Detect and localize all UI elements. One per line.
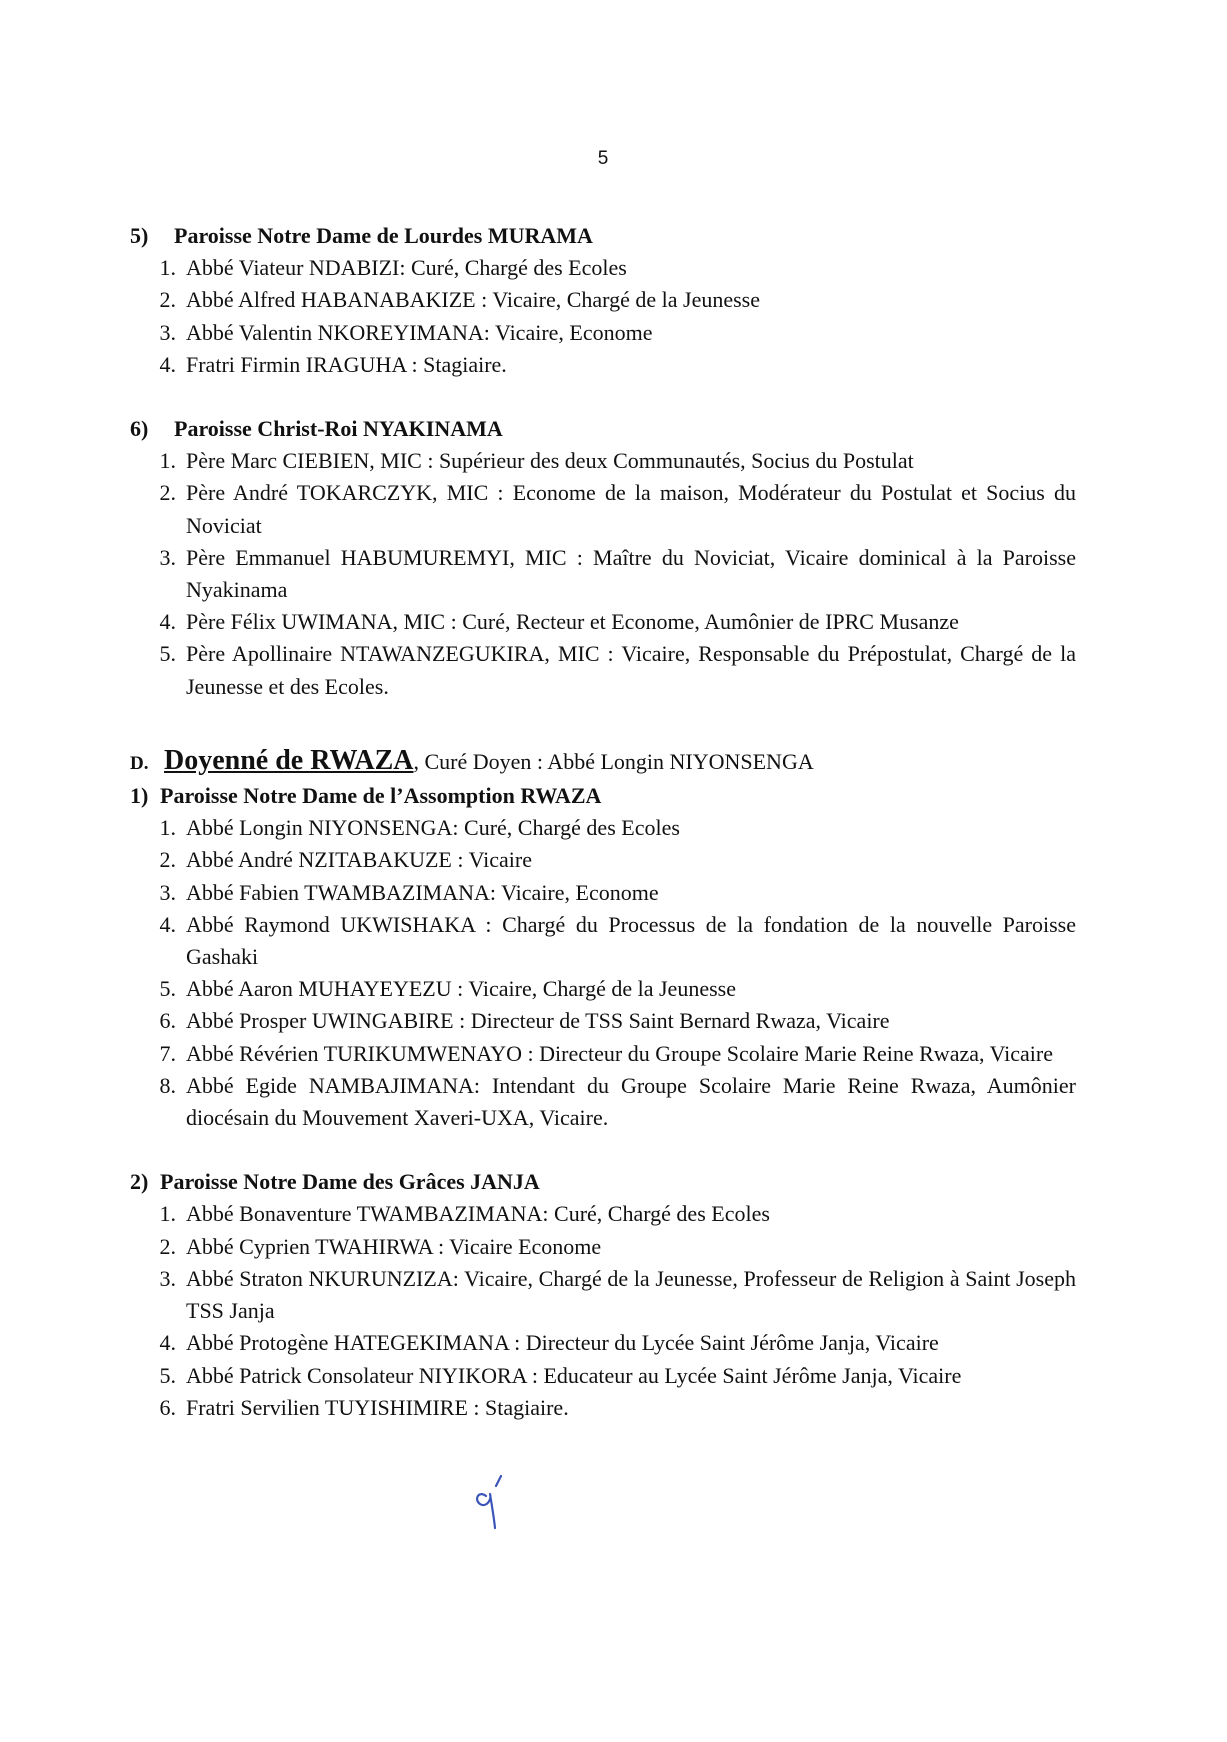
item-text: Abbé Viateur NDABIZI: Curé, Chargé des Ecoles [186, 255, 627, 281]
item-number: 3. [159, 319, 176, 345]
list-item [130, 844, 1076, 876]
item-number: 1. [159, 448, 176, 474]
section-janja [130, 1166, 1076, 1424]
item-number: 5. [159, 641, 176, 667]
item-text: Abbé Raymond UKWISHAKA : Chargé du Processus de la fondation de la nouvelle Paroisse Gashaki [186, 911, 1076, 970]
item-number: 2. [159, 847, 176, 873]
item-text: Abbé André NZITABAKUZE : Vicaire [186, 847, 532, 873]
item-number: 2. [159, 287, 176, 313]
list-item [130, 1392, 1076, 1424]
handwritten-initial-icon [468, 1466, 518, 1536]
item-text: Abbé Prosper UWINGABIRE : Directeur de TSS Saint Bernard Rwaza, Vicaire [186, 1008, 890, 1034]
item-number: 3. [159, 1265, 176, 1291]
list-item [130, 1263, 1076, 1327]
item-number: 7. [159, 1040, 176, 1066]
section-murama [130, 220, 1076, 381]
section-heading [130, 1166, 1076, 1198]
section-heading [130, 780, 1076, 812]
item-number: 2. [159, 480, 176, 506]
deanery-dean: , Curé Doyen : Abbé Longin NIYONSENGA [413, 748, 814, 774]
item-text: Abbé Valentin NKOREYIMANA: Vicaire, Econome [186, 319, 653, 345]
item-number: 5. [159, 976, 176, 1002]
list-item [130, 477, 1076, 541]
item-number: 6. [159, 1008, 176, 1034]
item-text: Abbé Protogène HATEGEKIMANA : Directeur du Lycée Saint Jérôme Janja, Vicaire [186, 1330, 939, 1356]
spacer [130, 381, 1076, 413]
clergy-list [130, 1198, 1076, 1423]
list-item [130, 606, 1076, 638]
list-item [130, 812, 1076, 844]
list-item [130, 284, 1076, 316]
item-number: 4. [159, 1330, 176, 1356]
section-nyakinama [130, 413, 1076, 703]
item-text: Fratri Firmin IRAGUHA : Stagiaire. [186, 351, 507, 377]
list-item [130, 1038, 1076, 1070]
item-text: Abbé Patrick Consolateur NIYIKORA : Educateur au Lycée Saint Jérôme Janja, Vicaire [186, 1362, 962, 1388]
deanery-heading [130, 745, 1076, 780]
item-text: Père Marc CIEBIEN, MIC : Supérieur des deux Communautés, Socius du Postulat [186, 448, 914, 474]
list-item [130, 1005, 1076, 1037]
deanery-letter: D. [130, 752, 149, 774]
list-item [130, 1360, 1076, 1392]
section-number: 1) [130, 783, 149, 809]
item-number: 5. [159, 1362, 176, 1388]
list-item [130, 1231, 1076, 1263]
item-text: Abbé Alfred HABANABAKIZE : Vicaire, Chargé de la Jeunesse [186, 287, 760, 313]
item-number: 2. [159, 1233, 176, 1259]
list-item [130, 349, 1076, 381]
list-item [130, 542, 1076, 606]
list-item [130, 973, 1076, 1005]
item-text: Père Félix UWIMANA, MIC : Curé, Recteur et Econome, Aumônier de IPRC Musanze [186, 609, 959, 635]
clergy-list [130, 445, 1076, 703]
list-item [130, 1198, 1076, 1230]
section-title: Paroisse Notre Dame de Lourdes MURAMA [174, 223, 593, 248]
list-item [130, 445, 1076, 477]
item-text: Abbé Fabien TWAMBAZIMANA: Vicaire, Econome [186, 879, 659, 905]
item-number: 1. [159, 255, 176, 281]
item-text: Fratri Servilien TUYISHIMIRE : Stagiaire. [186, 1394, 569, 1420]
section-title: Paroisse Notre Dame des Grâces JANJA [160, 1169, 540, 1195]
section-title: Paroisse Christ-Roi NYAKINAMA [174, 416, 503, 442]
section-number: 6) [130, 416, 149, 442]
item-number: 6. [159, 1394, 176, 1420]
list-item [130, 638, 1076, 702]
list-item [130, 317, 1076, 349]
section-number: 5) [130, 223, 149, 248]
item-number: 3. [159, 879, 176, 905]
item-text: Abbé Longin NIYONSENGA: Curé, Chargé des Ecoles [186, 815, 680, 841]
item-text: Abbé Cyprien TWAHIRWA : Vicaire Econome [186, 1233, 602, 1259]
section-rwaza [130, 780, 1076, 1134]
list-item [130, 1070, 1076, 1134]
item-text: Père Emmanuel HABUMUREMYI, MIC : Maître du Noviciat, Vicaire dominical à la Paroisse Nyakinama [186, 544, 1076, 603]
section-number: 2) [130, 1169, 149, 1195]
section-title: Paroisse Notre Dame de l’Assomption RWAZA [160, 783, 602, 809]
deanery-name: Doyenné de RWAZA [164, 744, 414, 776]
list-item [130, 909, 1076, 973]
item-number: 8. [159, 1072, 176, 1098]
spacer [130, 703, 1076, 745]
clergy-list [130, 812, 1076, 1134]
item-number: 4. [159, 351, 176, 377]
list-item [130, 1327, 1076, 1359]
item-number: 1. [159, 1201, 176, 1227]
item-text: Abbé Egide NAMBAJIMANA: Intendant du Groupe Scolaire Marie Reine Rwaza, Aumônier diocésain du Mouvement Xaveri-UXA, Vicaire. [186, 1072, 1076, 1131]
item-text: Abbé Révérien TURIKUMWENAYO : Directeur du Groupe Scolaire Marie Reine Rwaza, Vicaire [186, 1040, 1054, 1066]
item-text: Abbé Straton NKURUNZIZA: Vicaire, Chargé de la Jeunesse, Professeur de Religion à Saint Joseph TSS Janja [186, 1265, 1076, 1324]
item-number: 4. [159, 911, 176, 937]
item-number: 4. [159, 609, 176, 635]
item-text: Abbé Bonaventure TWAMBAZIMANA: Curé, Chargé des Ecoles [186, 1201, 770, 1227]
page-number: 5 [597, 148, 609, 169]
clergy-list [130, 252, 1076, 381]
list-item [130, 877, 1076, 909]
section-heading [130, 220, 1076, 252]
item-number: 3. [159, 544, 176, 570]
document-body [130, 220, 1076, 1424]
item-text: Père André TOKARCZYK, MIC : Econome de la maison, Modérateur du Postulat et Socius du Noviciat [186, 480, 1076, 538]
section-heading [130, 413, 1076, 445]
list-item [130, 252, 1076, 284]
spacer [130, 1134, 1076, 1166]
item-text: Abbé Aaron MUHAYEYEZU : Vicaire, Chargé de la Jeunesse [186, 976, 736, 1002]
item-text: Père Apollinaire NTAWANZEGUKIRA, MIC : Vicaire, Responsable du Prépostulat, Chargé de la Jeunesse et des Ecoles. [186, 641, 1076, 699]
item-number: 1. [159, 815, 176, 841]
